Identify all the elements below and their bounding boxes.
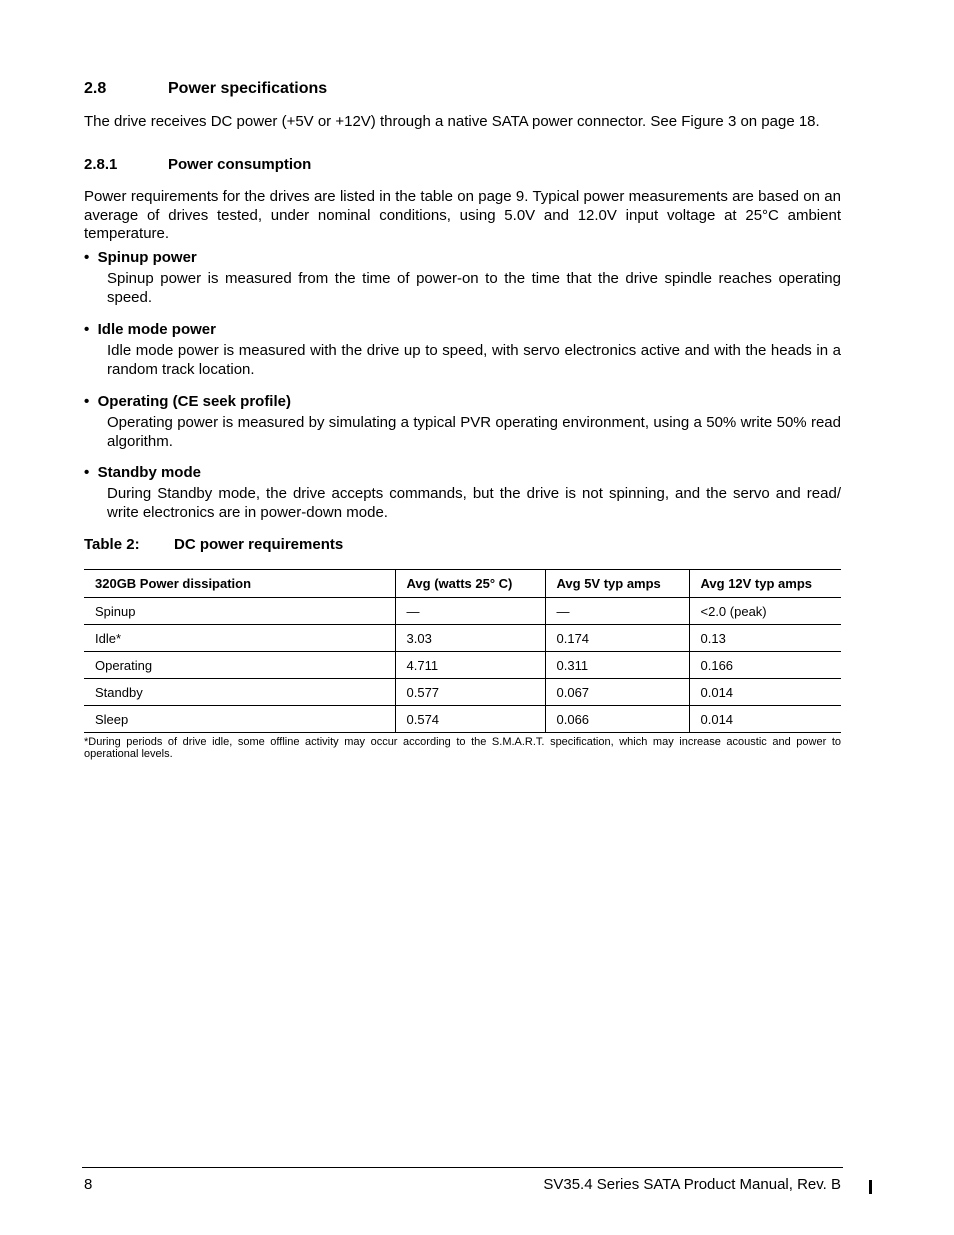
- page-number: 8: [84, 1176, 93, 1193]
- table-cell: Idle*: [84, 625, 395, 652]
- table-cell: 0.166: [689, 652, 841, 679]
- table-row: [84, 706, 841, 733]
- footer-title: SV35.4 Series SATA Product Manual, Rev. B: [543, 1176, 841, 1193]
- bullet-marker: •: [84, 321, 90, 338]
- table-cell: 0.577: [395, 679, 545, 706]
- table-header-cell: Avg 12V typ amps: [689, 570, 841, 598]
- table-cell: 0.174: [545, 625, 689, 652]
- bullet-text: Spinup power is measured from the time of power-on to the time that the drive spindle reaches operating speed.: [107, 270, 841, 306]
- section-title: Power specifications: [168, 80, 328, 97]
- subsection-intro: Power requirements for the drives are listed in the table on page 9. Typical power measurements are based on an average of drives tested, under nominal conditions, using 5.0V and 12.0V input voltage at 25°C ambient temperature.: [84, 188, 841, 242]
- table-cell: 4.711: [395, 652, 545, 679]
- power-table: [84, 569, 841, 733]
- bullet-item: [84, 321, 841, 379]
- bullet-text: Idle mode power is measured with the drive up to speed, with servo electronics active and with the heads in a random track location.: [107, 342, 841, 378]
- change-bar: [869, 1180, 872, 1194]
- footnote-marker: *: [84, 736, 89, 748]
- section-number: 2.8: [84, 80, 107, 97]
- table-header-cell: Avg 5V typ amps: [545, 570, 689, 598]
- table-cell: <2.0 (peak): [689, 598, 841, 625]
- table-cell: Standby: [84, 679, 395, 706]
- table-cell: —: [545, 598, 689, 625]
- footnote-text: During periods of drive idle, some offline activity may occur according to the S.M.A.R.T. specification, which may increase acoustic and power to operational levels.: [84, 736, 841, 760]
- table-row: [84, 652, 841, 679]
- table-cell: Spinup: [84, 598, 395, 625]
- bullet-title: Operating (CE seek profile): [97, 393, 291, 410]
- table-cell: 0.067: [545, 679, 689, 706]
- subsection-number: 2.8.1: [84, 156, 118, 173]
- bullet-item: [84, 464, 841, 522]
- table-cell: Sleep: [84, 706, 395, 733]
- table-cell: 0.311: [545, 652, 689, 679]
- bullet-marker: •: [84, 249, 90, 266]
- bullet-item: [84, 393, 841, 451]
- bullet-title: Spinup power: [97, 249, 197, 266]
- table-footnote: [84, 736, 841, 760]
- bullet-title: Idle mode power: [97, 321, 216, 338]
- subsection-title: Power consumption: [168, 156, 312, 173]
- footer-rule: [82, 1167, 843, 1168]
- table-header-row: [84, 570, 841, 598]
- table-cell: 0.13: [689, 625, 841, 652]
- table-cell: Operating: [84, 652, 395, 679]
- bullet-text: During Standby mode, the drive accepts commands, but the drive is not spinning, and the servo and read/ write electronics are in power-down mode.: [107, 485, 841, 521]
- table-row: [84, 625, 841, 652]
- table-cell: 0.014: [689, 679, 841, 706]
- bullet-marker: •: [84, 393, 90, 410]
- bullet-text: Operating power is measured by simulating a typical PVR operating environment, using a 50% write 50% read algorithm.: [107, 414, 841, 450]
- table-cell: 0.066: [545, 706, 689, 733]
- table-caption: DC power requirements: [174, 536, 344, 553]
- table-header-cell: Avg (watts 25° C): [395, 570, 545, 598]
- table-cell: —: [395, 598, 545, 625]
- table-cell: 0.574: [395, 706, 545, 733]
- bullet-title: Standby mode: [97, 464, 201, 481]
- table-row: [84, 679, 841, 706]
- table-label: Table 2:: [84, 536, 140, 553]
- table-cell: 3.03: [395, 625, 545, 652]
- table-row: [84, 598, 841, 625]
- bullet-item: [84, 249, 841, 307]
- bullet-marker: •: [84, 464, 90, 481]
- table-header-cell: 320GB Power dissipation: [84, 570, 395, 598]
- section-intro: The drive receives DC power (+5V or +12V) through a native SATA power connector. See Figure 3 on page 18.: [84, 113, 820, 130]
- table-cell: 0.014: [689, 706, 841, 733]
